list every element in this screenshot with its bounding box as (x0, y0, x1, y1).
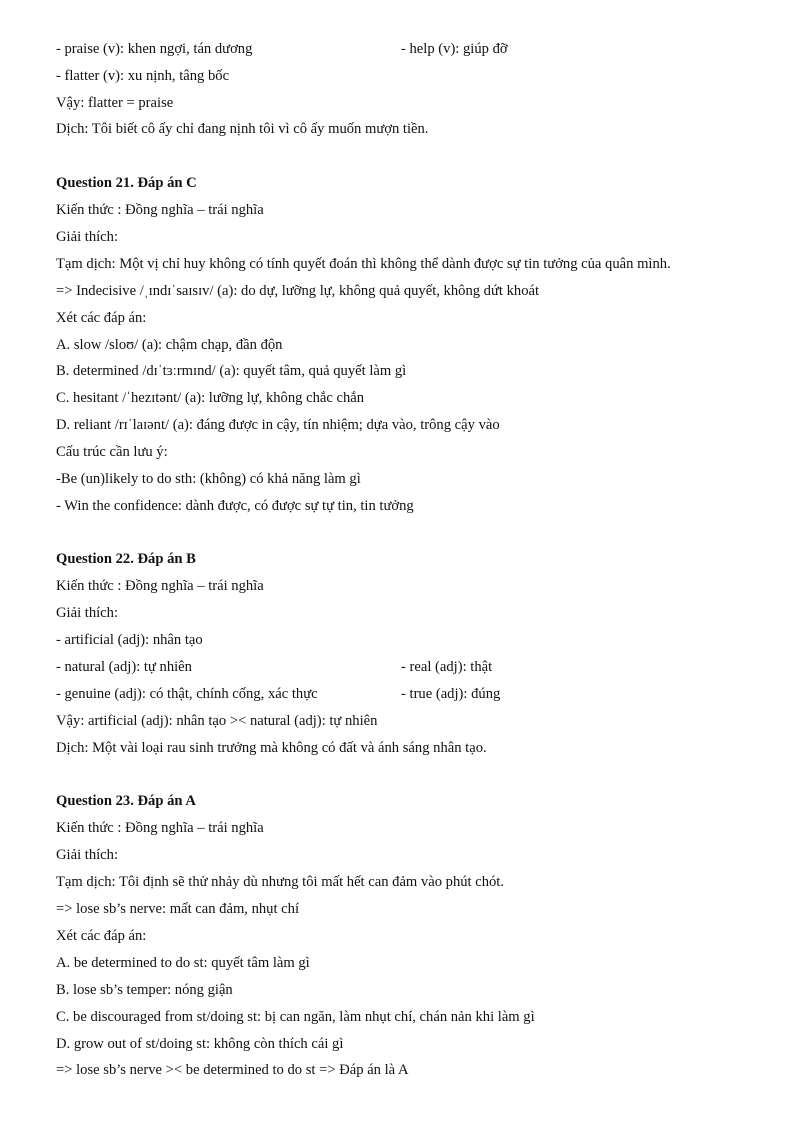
q23-heading: Question 23. Đáp án A (56, 793, 196, 809)
intro-translation: Dịch: Tôi biết cô ấy chỉ đang nịnh tôi vì cô ấy muốn mượn tiền. (56, 121, 429, 137)
q22-translation: Dịch: Một vài loại rau sinh trưởng mà không có đất và ánh sáng nhân tạo. (56, 740, 487, 756)
q23-explain-label: Giải thích: (56, 847, 119, 863)
q23-conclusion: => lose sb’s nerve >< be determined to do st => Đáp án là A (56, 1062, 409, 1078)
q21-translation: Tạm dịch: Một vị chỉ huy không có tính quyết đoán thì không thể dành được sự tin tưởng của quân mình. (56, 256, 671, 272)
q21-structure-2: - Win the confidence: dành được, có được sự tự tin, tin tưởng (56, 498, 414, 514)
q22-explain-label: Giải thích: (56, 605, 119, 621)
flatter-line: - flatter (v): xu nịnh, tâng bốc (56, 68, 230, 84)
q21-option-b: B. determined /dɪˈtɜːrmɪnd/ (a): quyết tâm, quả quyết làm gì (56, 363, 407, 379)
q21-explain-label: Giải thích: (56, 229, 119, 245)
praise-line (56, 40, 508, 58)
q23-options-label: Xét các đáp án: (56, 928, 147, 944)
q21-option-d: D. reliant /rɪˈlaɪənt/ (a): đáng được in cậy, tín nhiệm; dựa vào, trông cậy vào (56, 417, 500, 433)
q22-natural: - natural (adj): tự nhiên (56, 659, 192, 675)
q21-keyword: => Indecisive /ˌɪndɪˈsaɪsɪv/ (a): do dự, lưỡng lự, không quả quyết, không dứt khoát (56, 283, 540, 299)
q22-heading: Question 22. Đáp án B (56, 551, 196, 567)
q21-topic: Kiến thức : Đồng nghĩa – trái nghĩa (56, 202, 264, 218)
q22-true: - true (adj): đúng (401, 686, 501, 702)
q21-options-label: Xét các đáp án: (56, 310, 147, 326)
intro-conclusion: Vậy: flatter = praise (56, 95, 174, 111)
q22-topic: Kiến thức : Đồng nghĩa – trái nghĩa (56, 578, 264, 594)
q23-topic: Kiến thức : Đồng nghĩa – trái nghĩa (56, 820, 264, 836)
q21-structure-label: Cấu trúc cần lưu ý: (56, 444, 168, 460)
q22-artificial: - artificial (adj): nhân tạo (56, 632, 203, 648)
q22-genuine: - genuine (adj): có thật, chính cống, xác thực (56, 686, 318, 702)
q23-option-b: B. lose sb’s temper: nóng giận (56, 982, 233, 998)
q22-natural-line (56, 658, 493, 676)
q22-genuine-line (56, 685, 501, 703)
q21-heading: Question 21. Đáp án C (56, 175, 197, 191)
q23-option-a: A. be determined to do st: quyết tâm làm gì (56, 955, 310, 971)
q23-option-c: C. be discouraged from st/doing st: bị can ngăn, làm nhụt chí, chán nản khi làm gì (56, 1009, 535, 1025)
q21-option-c: C. hesitant /ˈhezɪtənt/ (a): lưỡng lự, không chắc chắn (56, 390, 365, 406)
q23-keyword: => lose sb’s nerve: mất can đảm, nhụt chí (56, 901, 300, 917)
q23-option-d: D. grow out of st/doing st: không còn thích cái gì (56, 1036, 344, 1052)
q22-real: - real (adj): thật (401, 659, 493, 675)
q21-option-a: A. slow /sloʊ/ (a): chậm chạp, đần độn (56, 337, 283, 353)
q23-translation: Tạm dịch: Tôi định sẽ thử nhảy dù nhưng tôi mất hết can đảm vào phút chót. (56, 874, 505, 890)
praise-text: - praise (v): khen ngợi, tán dương (56, 41, 253, 57)
help-text: - help (v): giúp đỡ (401, 41, 508, 57)
q22-conclusion: Vậy: artificial (adj): nhân tạo >< natural (adj): tự nhiên (56, 713, 378, 729)
q21-structure-1: -Be (un)likely to do sth: (không) có khả năng làm gì (56, 471, 361, 487)
